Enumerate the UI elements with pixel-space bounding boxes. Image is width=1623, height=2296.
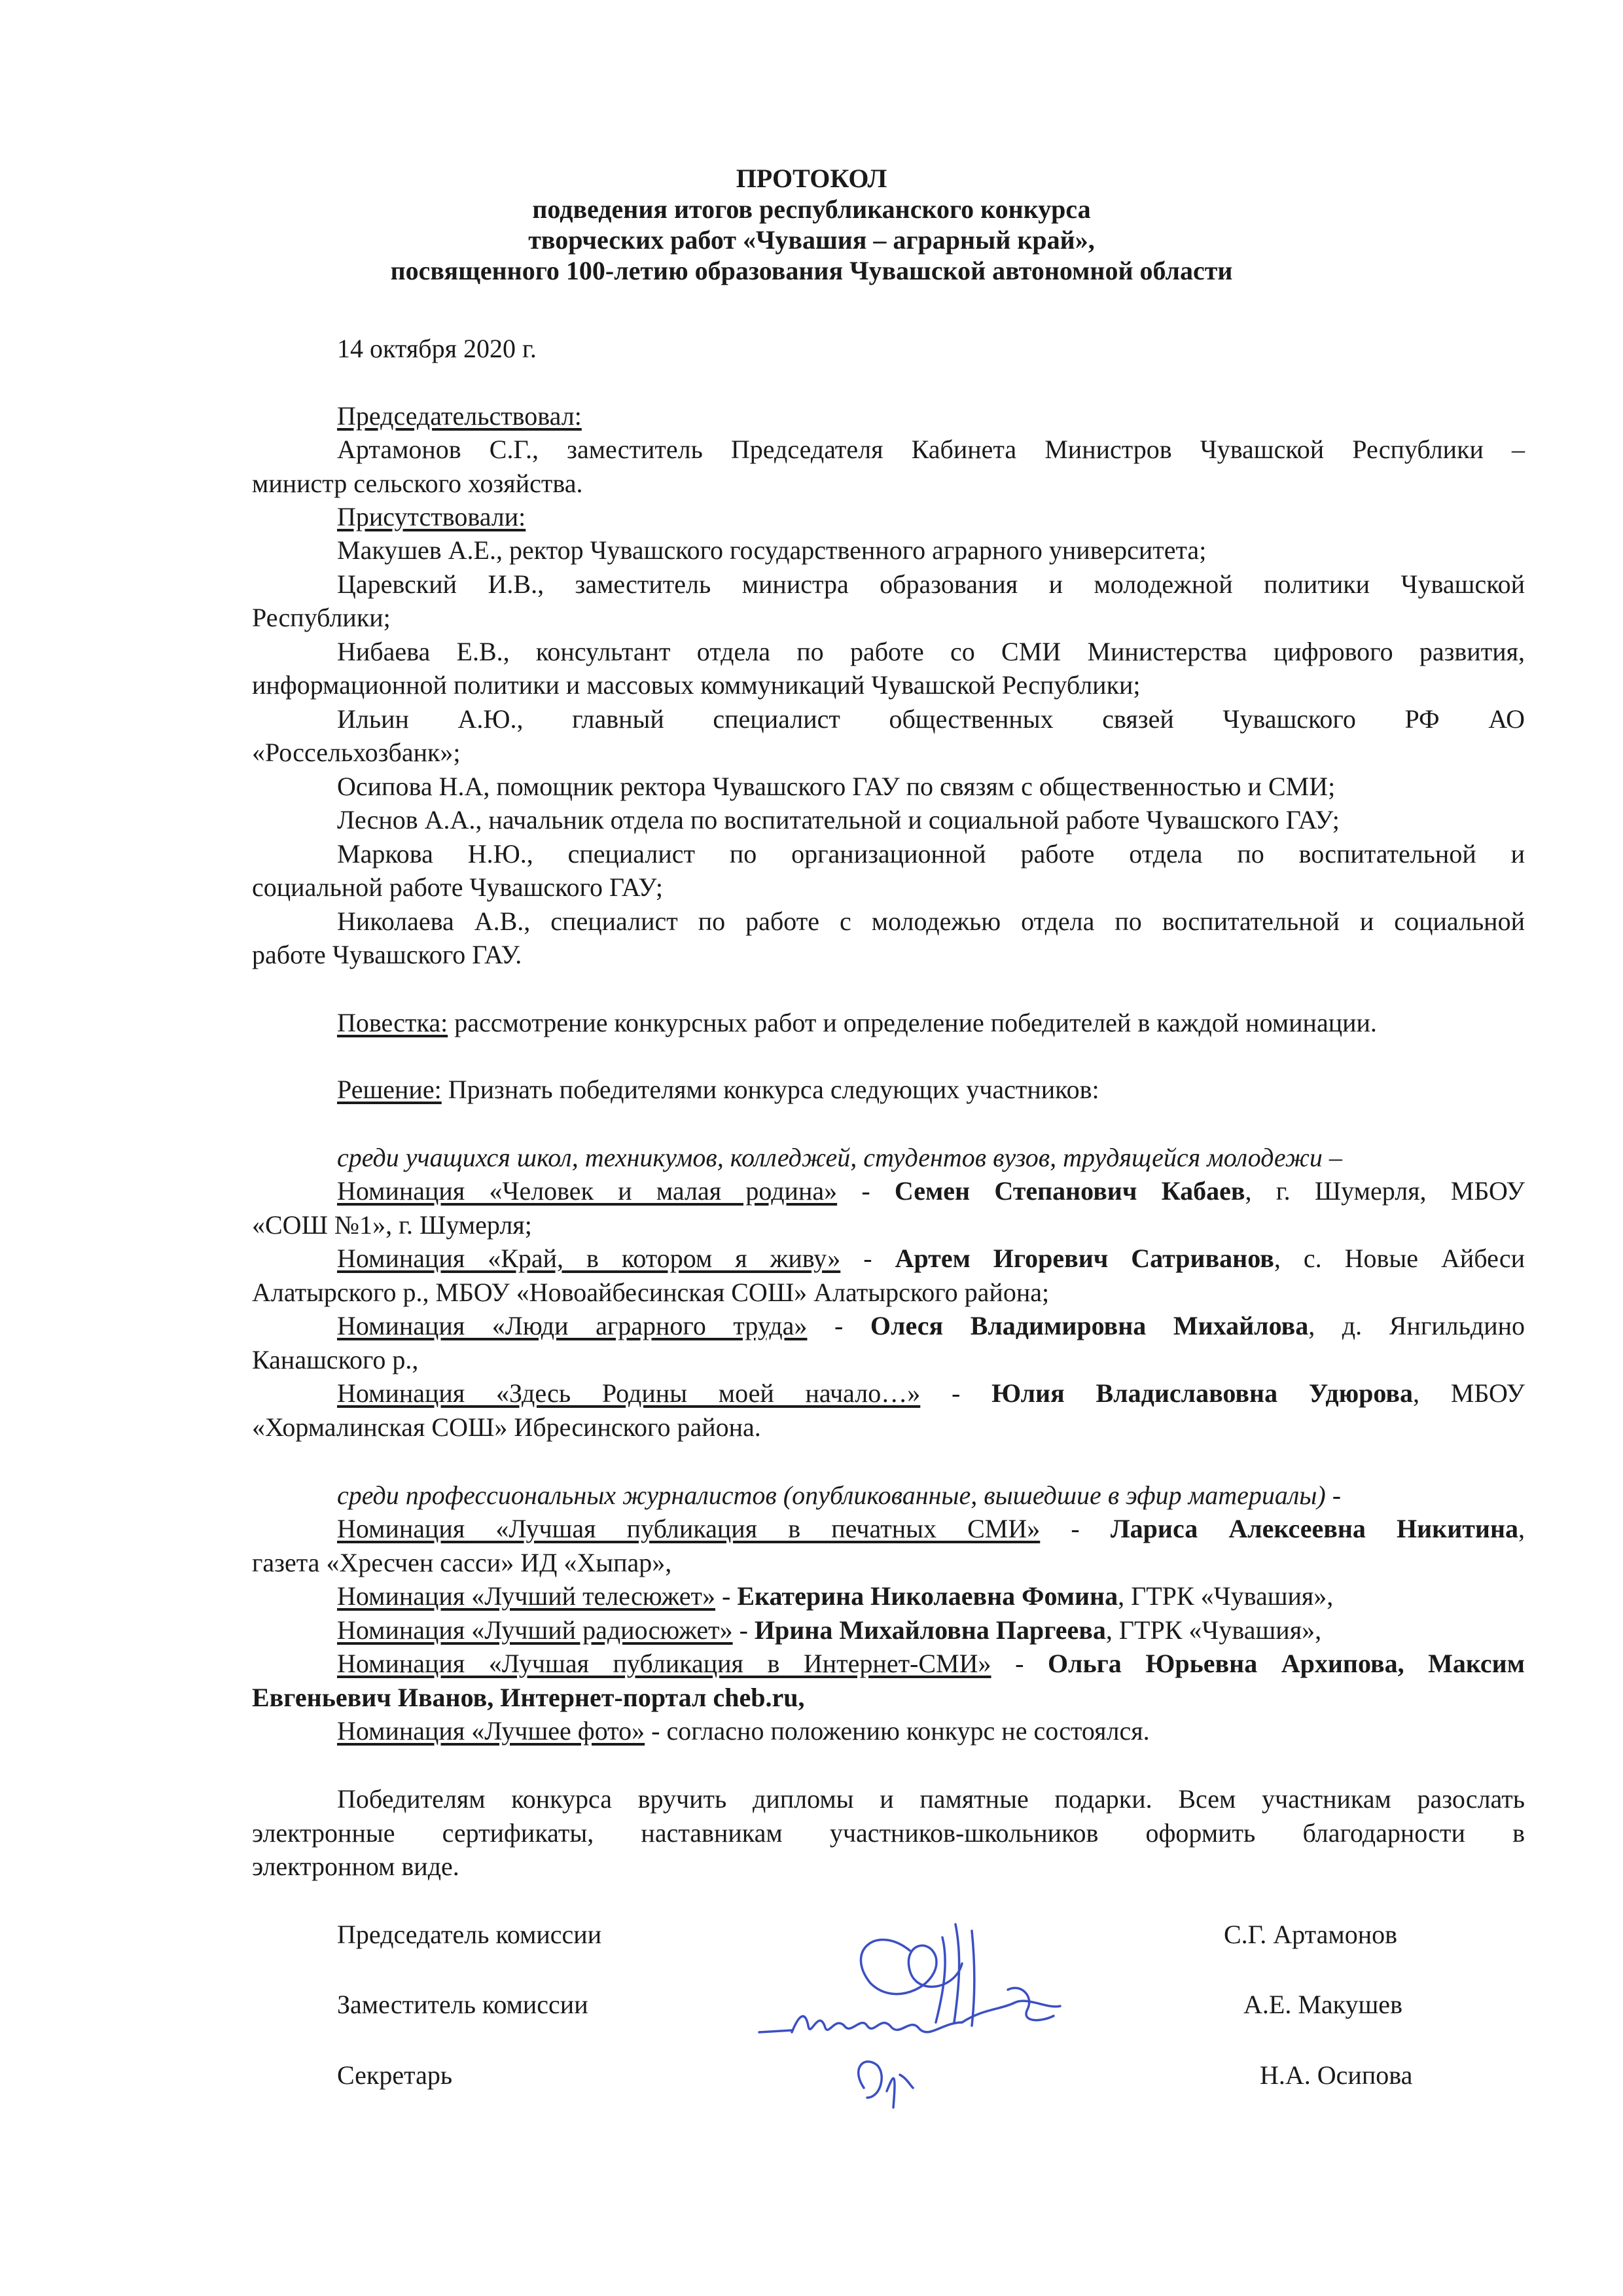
winner-name: Семен Степанович Кабаев bbox=[894, 1176, 1245, 1206]
decision-text: Признать победителями конкурса следующих участников: bbox=[441, 1075, 1099, 1104]
nomination-continuation: «Хормалинская СОШ» Ибресинского района. bbox=[252, 1412, 761, 1442]
nomination-dash: - bbox=[840, 1244, 895, 1273]
nomination-label: Номинация «Лучший радиосюжет» bbox=[337, 1615, 733, 1645]
attendee-line: Маркова Н.Ю., специалист по организационной работе отдела по воспитательной и bbox=[337, 839, 1525, 869]
nomination-line bbox=[337, 1311, 1525, 1341]
chair-line-2: министр сельского хозяйства. bbox=[252, 469, 583, 498]
nomination-continuation: Алатырского р., МБОУ «Новоайбесинская СОШ» Алатырского района; bbox=[252, 1278, 1050, 1307]
winner-details: , с. Новые Айбеси bbox=[1274, 1244, 1525, 1273]
nomination-continuation: Канашского р., bbox=[252, 1345, 419, 1374]
nomination-line bbox=[337, 1716, 1150, 1746]
nomination-line bbox=[337, 1581, 1333, 1611]
agenda-label: Повестка: bbox=[337, 1008, 448, 1037]
attendees-label: Присутствовали: bbox=[337, 502, 526, 531]
nomination-line bbox=[337, 1244, 1525, 1274]
nomination-line bbox=[337, 1649, 1525, 1679]
document-title: ПРОТОКОЛ bbox=[736, 164, 887, 193]
title-line-1: подведения итогов республиканского конкурса bbox=[532, 194, 1091, 224]
winner-details: , МБОУ bbox=[1413, 1378, 1525, 1408]
chair-label: Председательствовал: bbox=[337, 401, 582, 431]
attendee-line: Царевский И.В., заместитель министра образования и молодежной политики Чувашской bbox=[337, 569, 1525, 599]
winner-name: Ольга Юрьевна Архипова, Максим bbox=[1047, 1649, 1525, 1678]
chair-line-1: Артамонов С.Г., заместитель Председателя Кабинета Министров Чувашской Республики – bbox=[337, 435, 1525, 464]
protocol-date: 14 октября 2020 г. bbox=[337, 334, 537, 363]
nomination-continuation: Евгеньевич Иванов, Интернет-портал cheb.ru, bbox=[252, 1683, 805, 1712]
title-line-2: творческих работ «Чувашия – аграрный край», bbox=[528, 225, 1095, 255]
winner-name: Юлия Владиславовна Удюрова bbox=[991, 1378, 1413, 1408]
nomination-line bbox=[337, 1378, 1525, 1408]
chair-name: С.Г. Артамонов bbox=[1224, 1920, 1397, 1949]
attendee-line: Николаева А.В., специалист по работе с молодежью отдела по воспитательной и социальной bbox=[337, 906, 1525, 936]
winner-details: - согласно положению конкурс не состоялся. bbox=[645, 1716, 1150, 1746]
nomination-line bbox=[337, 1176, 1525, 1206]
attendee-line: Ильин А.Ю., главный специалист общественных связей Чувашского РФ АО bbox=[337, 704, 1525, 734]
attendee-line: Нибаева Е.В., консультант отдела по работе со СМИ Министерства цифрового развития, bbox=[337, 637, 1525, 666]
nomination-label: Номинация «Лучшая публикация в печатных СМИ» bbox=[337, 1514, 1041, 1543]
attendee-line: Республики; bbox=[252, 603, 391, 632]
winner-name: Артем Игоревич Сатриванов bbox=[895, 1244, 1274, 1273]
attendee-line: социальной работе Чувашского ГАУ; bbox=[252, 872, 664, 902]
nomination-dash: - bbox=[732, 1615, 755, 1645]
nomination-dash: - bbox=[837, 1176, 895, 1206]
handwritten-signatures bbox=[746, 1911, 1113, 2121]
nomination-dash: - bbox=[1040, 1514, 1111, 1543]
closing-line: Победителям конкурса вручить дипломы и памятные подарки. Всем участникам разослать bbox=[337, 1784, 1525, 1814]
attendee-line: Макушев А.Е., ректор Чувашского государственного аграрного университета; bbox=[337, 535, 1207, 565]
winner-details: , ГТРК «Чувашия», bbox=[1105, 1615, 1322, 1645]
nomination-line bbox=[337, 1514, 1525, 1544]
nomination-label: Номинация «Здесь Родины моей начало…» bbox=[337, 1378, 921, 1408]
attendee-line: информационной политики и массовых коммуникаций Чувашской Республики; bbox=[252, 670, 1141, 700]
winner-name: Екатерина Николаевна Фомина bbox=[737, 1581, 1118, 1611]
winner-name: Лариса Алексеевна Никитина bbox=[1110, 1514, 1518, 1543]
attendee-line: работе Чувашского ГАУ. bbox=[252, 940, 522, 969]
winner-details: , bbox=[1518, 1514, 1525, 1543]
deputy-role: Заместитель комиссии bbox=[337, 1990, 588, 2019]
closing-line: электронном виде. bbox=[252, 1852, 459, 1881]
attendee-line: Леснов А.А., начальник отдела по воспитательной и социальной работе Чувашского ГАУ; bbox=[337, 805, 1340, 834]
title-line-3: посвященного 100-летию образования Чувашской автономной области bbox=[390, 256, 1233, 285]
nomination-dash: - bbox=[920, 1378, 992, 1408]
attendee-line: Осипова Н.А, помощник ректора Чувашского ГАУ по связям с общественностью и СМИ; bbox=[337, 772, 1336, 801]
nomination-label: Номинация «Люди аграрного труда» bbox=[337, 1311, 808, 1340]
nomination-dash: - bbox=[991, 1649, 1048, 1678]
nomination-label: Номинация «Край, в котором я живу» bbox=[337, 1244, 841, 1273]
decision-label: Решение: bbox=[337, 1075, 442, 1104]
secretary-name: Н.А. Осипова bbox=[1260, 2060, 1413, 2090]
nomination-continuation: «СОШ №1», г. Шумерля; bbox=[252, 1210, 532, 1240]
attendee-line: «Россельхозбанк»; bbox=[252, 738, 461, 767]
nomination-dash: - bbox=[715, 1581, 738, 1611]
nomination-label: Номинация «Лучший телесюжет» bbox=[337, 1581, 716, 1611]
nomination-dash: - bbox=[807, 1311, 870, 1340]
nomination-continuation: газета «Хресчен сасси» ИД «Хыпар», bbox=[252, 1548, 672, 1577]
nomination-label: Номинация «Человек и малая родина» bbox=[337, 1176, 838, 1206]
pros-heading-tail: - bbox=[1325, 1480, 1342, 1510]
decision-line bbox=[337, 1075, 1099, 1105]
deputy-name: А.Е. Макушев bbox=[1243, 1990, 1402, 2019]
pros-heading-text: среди профессиональных журналистов (опубликованные, вышедшие в эфир материалы) bbox=[337, 1480, 1326, 1510]
winner-details: , д. Янгильдино bbox=[1308, 1311, 1525, 1340]
winner-name: Ирина Михайловна Паргеева bbox=[754, 1615, 1106, 1645]
pros-heading bbox=[337, 1480, 1341, 1511]
agenda-text: рассмотрение конкурсных работ и определение победителей в каждой номинации. bbox=[448, 1008, 1377, 1037]
agenda-line bbox=[337, 1008, 1377, 1038]
winner-details: , ГТРК «Чувашия», bbox=[1118, 1581, 1334, 1611]
nomination-line bbox=[337, 1615, 1321, 1645]
winner-details: , г. Шумерля, МБОУ bbox=[1245, 1176, 1525, 1206]
nomination-label: Номинация «Лучшая публикация в Интернет-СМИ» bbox=[337, 1649, 991, 1678]
chair-role: Председатель комиссии bbox=[337, 1920, 602, 1949]
secretary-role: Секретарь bbox=[337, 2060, 453, 2090]
nomination-label: Номинация «Лучшее фото» bbox=[337, 1716, 645, 1746]
closing-line: электронные сертификаты, наставникам участников-школьников оформить благодарности в bbox=[252, 1818, 1525, 1848]
youth-heading: среди учащихся школ, техникумов, колледжей, студентов вузов, трудящейся молодежи – bbox=[337, 1143, 1342, 1172]
winner-name: Олеся Владимировна Михайлова bbox=[870, 1311, 1309, 1340]
